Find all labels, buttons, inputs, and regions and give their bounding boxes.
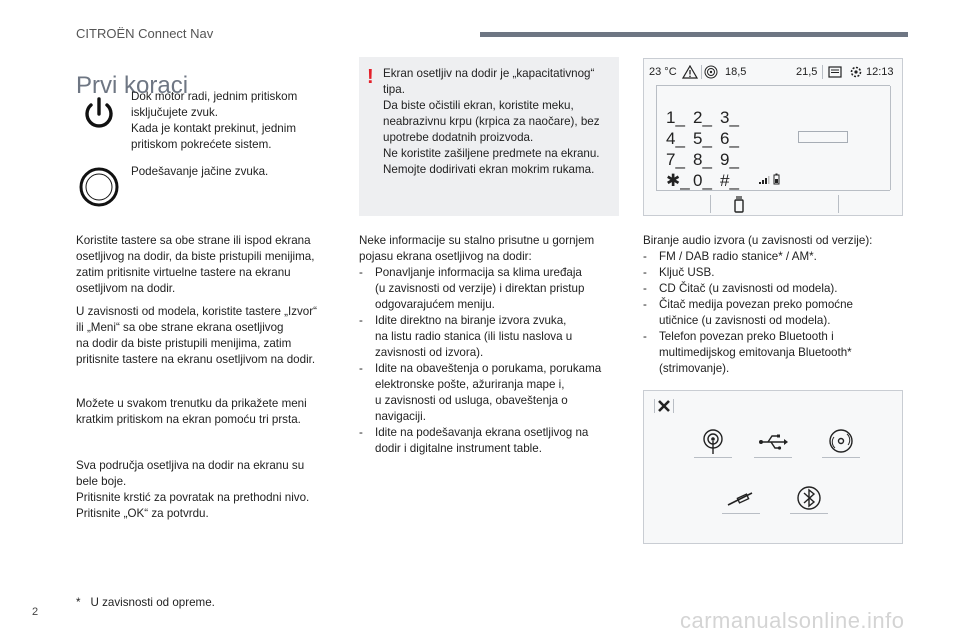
text-line: U zavisnosti od modela, koristite tastere „Izvor“: [76, 305, 317, 318]
number-input-field[interactable]: [798, 131, 848, 143]
text-line: - FM / DAB radio stanice* / AM*.: [659, 250, 817, 263]
text-line: Biranje audio izvora (u zavisnosti od verzije):: [643, 234, 873, 247]
text-line: - Idite direktno na biranje izvora zvuka,: [375, 314, 567, 327]
status-bar-list: [359, 265, 627, 457]
touchscreen-source-illustration: [643, 390, 903, 544]
screen-divider: [890, 86, 891, 190]
screen-divider: [654, 399, 655, 413]
list-item: [643, 265, 913, 281]
watermark: carmanualsonline.info: [680, 608, 905, 633]
warning-text: [383, 66, 615, 178]
text-line: kratkim pritiskom na ekran pomoću tri prsta.: [76, 413, 301, 426]
screen-divider: [656, 86, 657, 190]
status-bar-line: [656, 85, 890, 86]
close-icon[interactable]: [656, 398, 672, 414]
climate-temperature: 23 °C: [649, 66, 677, 78]
right-temperature: 21,5: [796, 66, 818, 78]
text-line: (u zavisnosti od verzije) i direktan pristup: [375, 282, 585, 295]
paragraph-source-menu: [76, 304, 356, 368]
text-line: upotrebe dodatnih proizvoda.: [383, 131, 534, 144]
text-line: Ne koristite zašiljene predmete na ekranu.: [383, 147, 600, 160]
radio-icon: [704, 65, 718, 79]
list-item: [359, 361, 627, 425]
phone-keypad: [666, 107, 747, 191]
settings-icon: [849, 65, 863, 79]
list-item: [359, 425, 627, 457]
bottom-bar-divider: [710, 195, 711, 213]
text-line: odgovarajućem meniju.: [375, 298, 495, 311]
text-line: navigaciji.: [375, 410, 426, 423]
list-item: [643, 297, 913, 329]
keypad-key[interactable]: 4_: [666, 129, 685, 148]
text-line: osetljivom na dodir.: [76, 282, 176, 295]
icon-underline: [790, 513, 828, 514]
power-line: Dok motor radi, jednim pritiskom: [131, 90, 298, 103]
phone-touch-icon[interactable]: [732, 195, 746, 213]
text-line: Nemojte dodirivati ekran mokrim rukama.: [383, 163, 595, 176]
header-brand: CITROËN Connect Nav: [76, 26, 214, 41]
text-line: Možete u svakom trenutku da prikažete meni: [76, 397, 307, 410]
text-line: Ekran osetljiv na dodir je „kapacitativnog“: [383, 67, 595, 80]
volume-knob-icon: [78, 166, 120, 208]
text-line: bele boje.: [76, 475, 127, 488]
radio-frequency: 18,5: [725, 66, 747, 78]
footnote-text: U zavisnosti od opreme.: [90, 596, 215, 609]
keypad-row: [666, 128, 747, 149]
warning-triangle-icon: [682, 65, 698, 79]
signal-strength-icon: [758, 173, 770, 185]
icon-underline: [722, 513, 760, 514]
touchscreen-phone-illustration: [643, 58, 903, 216]
keypad-key[interactable]: 1_: [666, 108, 685, 127]
text-line: tipa.: [383, 83, 405, 96]
text-line: pojasu ekrana osetljivog na dodir:: [359, 250, 532, 263]
icon-underline: [754, 457, 792, 458]
list-item: [359, 265, 627, 313]
text-line: dodir i digitalne instrument table.: [375, 442, 542, 455]
volume-description: Podešavanje jačine zvuka.: [131, 165, 269, 178]
text-line: Da biste očistili ekran, koristite meku,: [383, 99, 574, 112]
keypad-key[interactable]: 8_: [693, 150, 712, 169]
screen-status-bar: [644, 59, 902, 85]
list-item: [359, 313, 627, 361]
text-line: ili „Meni“ sa obe strane ekrana osetljivog: [76, 321, 284, 334]
icon-underline: [822, 457, 860, 458]
audio-source-info: [643, 233, 913, 377]
text-line: - Ključ USB.: [659, 266, 715, 279]
text-line: utičnice (u zavisnosti od modela).: [659, 314, 831, 327]
status-divider: [701, 65, 702, 79]
text-line: zatim pritisnite virtuelne tastere na ekranu: [76, 266, 291, 279]
paragraph-touch-zones: [76, 458, 346, 522]
keypad-key[interactable]: #_: [720, 171, 739, 190]
bottom-bar-divider: [838, 195, 839, 213]
power-icon: [78, 93, 120, 135]
paragraph-touch-buttons: [76, 233, 346, 297]
cd-icon[interactable]: [824, 427, 858, 457]
text-line: - Telefon povezan preko Bluetooth i: [659, 330, 834, 343]
warning-icon: !: [367, 66, 374, 88]
text-line: - CD Čitač (u zavisnosti od modela).: [659, 282, 838, 295]
footnote: [76, 596, 215, 609]
keypad-row: [666, 107, 747, 128]
text-line: elektronske pošte, ažuriranja mape i,: [375, 378, 565, 391]
footnote-mark: *: [76, 596, 81, 609]
bottom-bar-line: [656, 190, 890, 191]
keypad-row: [666, 149, 747, 170]
text-line: na listu radio stanica (ili listu naslova u: [375, 330, 573, 343]
list-item: [643, 249, 913, 265]
text-line: Neke informacije su stalno prisutne u gornjem: [359, 234, 595, 247]
text-line: - Idite na obaveštenja o porukama, porukama: [375, 362, 602, 375]
paragraph-three-fingers: [76, 396, 346, 428]
text-line: multimedijskog emitovanja Bluetooth*: [659, 346, 852, 359]
text-line: Koristite tastere sa obe strane ili ispod ekrana: [76, 234, 311, 247]
text-line: osetljivog na dodir, da biste pristupili menijima,: [76, 250, 315, 263]
keypad-key[interactable]: 5_: [693, 129, 712, 148]
bluetooth-icon[interactable]: [792, 483, 826, 513]
icon-underline: [694, 457, 732, 458]
radio-icon[interactable]: [696, 427, 730, 457]
text-line: pritisnite tastere na ekranu osetljivom na dodir.: [76, 353, 316, 366]
screen-divider: [673, 399, 674, 413]
keypad-key[interactable]: 6_: [720, 129, 739, 148]
status-divider: [822, 65, 823, 79]
text-line: Pritisnite „OK“ za potvrdu.: [76, 507, 209, 520]
power-line: isključujete zvuk.: [131, 106, 218, 119]
header-bar: [480, 32, 908, 37]
text-line: - Ponavljanje informacija sa klima uređaja: [375, 266, 582, 279]
keypad-key[interactable]: 2_: [693, 108, 712, 127]
clock: 12:13: [866, 66, 894, 78]
text-line: na dodir da biste pristupili menijima, zatim: [76, 337, 292, 350]
text-line: - Idite na podešavanja ekrana osetljivog na: [375, 426, 589, 439]
text-line: (strimovanje).: [659, 362, 730, 375]
page-number: 2: [32, 606, 39, 618]
aux-jack-icon[interactable]: [724, 483, 758, 513]
list-item: [643, 281, 913, 297]
text-line: u zavisnosti od usluga, obaveštenja o: [375, 394, 568, 407]
message-icon: [828, 66, 842, 78]
text-line: - Čitač medija povezan preko pomoćne: [659, 298, 853, 311]
keypad-key[interactable]: 0_: [693, 171, 712, 190]
power-description: [131, 89, 341, 153]
text-line: Sva područja osetljiva na dodir na ekranu su: [76, 459, 305, 472]
usb-icon[interactable]: [756, 427, 790, 457]
audio-source-list: [643, 249, 913, 377]
text-line: zavisnosti od izvora).: [375, 346, 484, 359]
battery-icon: [773, 173, 780, 185]
list-item: [643, 329, 913, 377]
keypad-key[interactable]: 3_: [720, 108, 739, 127]
power-line: pritiskom pokrećete sistem.: [131, 138, 272, 151]
text-line: Pritisnite krstić za povratak na prethodni nivo.: [76, 491, 310, 504]
keypad-key[interactable]: 7_: [666, 150, 685, 169]
power-line: Kada je kontakt prekinut, jednim: [131, 122, 296, 135]
keypad-key[interactable]: ✱_: [666, 171, 690, 190]
keypad-row: [666, 170, 747, 191]
text-line: neabrazivnu krpu (krpica za naočare), bez: [383, 115, 600, 128]
status-bar-info: [359, 233, 627, 457]
keypad-key[interactable]: 9_: [720, 150, 739, 169]
page-title: Prvi koraci: [76, 72, 189, 100]
